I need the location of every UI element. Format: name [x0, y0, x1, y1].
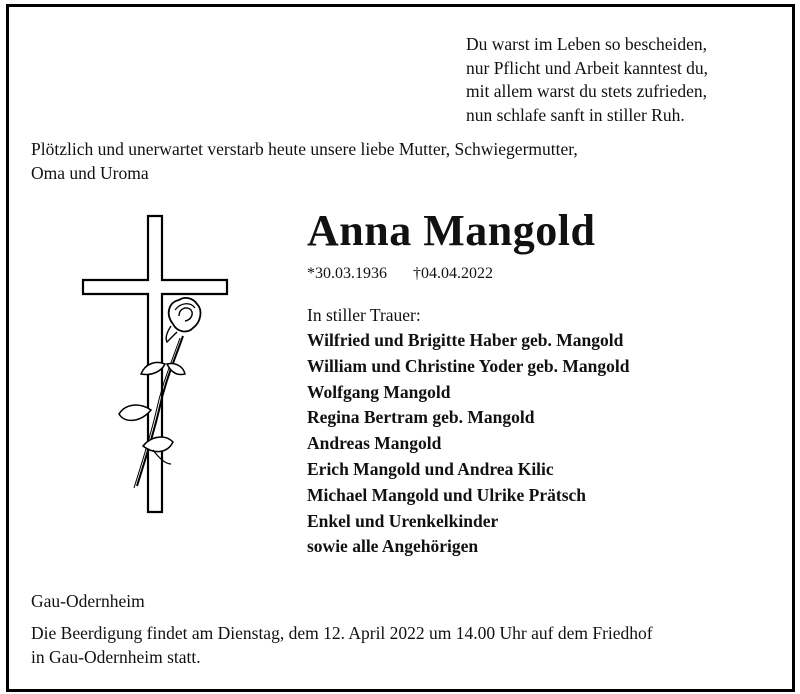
funeral-line: Die Beerdigung findet am Dienstag, dem 12. April 2022 um 14.00 Uhr auf dem Friedhof — [31, 623, 653, 643]
mourner-entry: Andreas Mangold — [307, 433, 442, 454]
mourner-entry: Wolfgang Mangold — [307, 381, 451, 402]
mourner-entry: sowie alle Angehörigen — [307, 536, 479, 557]
birth-date: *30.03.1936 — [307, 265, 387, 282]
mourner-entry: Erich Mangold und Andrea Kilic — [307, 458, 554, 479]
mourners-list — [307, 328, 630, 560]
obituary-notice — [6, 4, 795, 692]
mourning-heading: In stiller Trauer: — [307, 305, 421, 325]
mourner-entry: William und Christine Yoder geb. Mangold — [307, 355, 630, 376]
poem — [466, 33, 756, 127]
poem-line: nur Pflicht und Arbeit kanntest du, — [466, 57, 709, 78]
funeral-info — [31, 622, 771, 669]
funeral-line: in Gau-Odernheim statt. — [31, 646, 201, 667]
mourner-entry: Regina Bertram geb. Mangold — [307, 407, 535, 428]
life-dates — [307, 263, 493, 285]
mourner-entry: Enkel und Urenkelkinder — [307, 510, 499, 531]
mourner-entry: Michael Mangold und Ulrike Prätsch — [307, 484, 587, 505]
intro-line: Plötzlich und unerwartet verstarb heute unsere liebe Mutter, Schwiegermutter, — [31, 139, 578, 159]
poem-line: mit allem warst du stets zufrieden, — [466, 81, 708, 102]
place-name: Gau-Odernheim — [31, 591, 145, 611]
cross-with-rose-icon — [81, 214, 231, 514]
poem-line: nun schlafe sanft in stiller Ruh. — [466, 104, 685, 125]
poem-line: Du warst im Leben so bescheiden, — [466, 34, 708, 54]
death-date: †04.04.2022 — [413, 265, 493, 282]
intro-text — [31, 138, 731, 185]
mourner-entry: Wilfried und Brigitte Haber geb. Mangold — [307, 330, 624, 350]
intro-line: Oma und Uroma — [31, 162, 149, 183]
deceased-name: Anna Mangold — [307, 206, 596, 255]
